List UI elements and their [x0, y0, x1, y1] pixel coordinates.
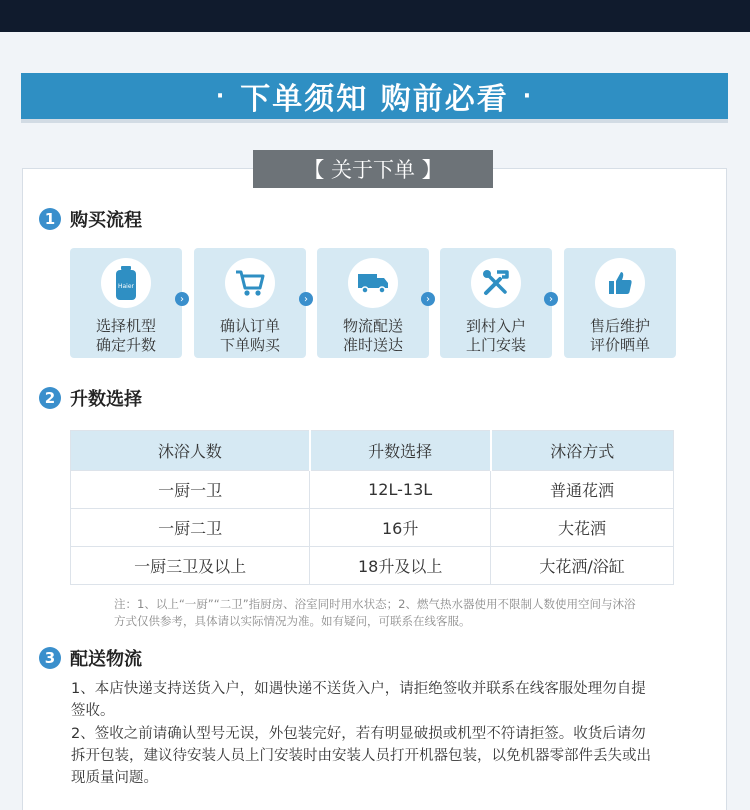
table-header-row [71, 431, 674, 471]
step-delivery [317, 248, 429, 358]
banner-dot-left: · [215, 83, 227, 109]
table-cell: 12L-13L [310, 471, 491, 509]
table-cell: 大花洒 [491, 509, 674, 547]
section-head-capacity [39, 385, 142, 411]
table-cell: 一厨三卫及以上 [71, 547, 310, 585]
table-row [71, 471, 674, 509]
delivery-paragraph-1: 1、本店快递支持送货入户，如遇快递不送货入户，请拒绝签收并联系在线客服处理勿自提签收。 [71, 681, 646, 719]
section-title: 升数选择 [70, 389, 142, 410]
capacity-note: 注：1、以上“一厨”“二卫”指厨房、浴室同时用水状态；2、燃气热水器使用不限制人数使用空间与沐浴方式仅供参考，具体请以实际情况为准。如有疑问，可联系在线客服。 [114, 597, 636, 628]
truck-icon [348, 258, 398, 308]
step-label: 售后维护 评价晒单 [589, 317, 650, 354]
table-cell: 一厨二卫 [71, 509, 310, 547]
section-number: 3 [39, 647, 61, 669]
section-tag: 【 关于下单 】 [253, 150, 493, 188]
top-dark-bar [0, 0, 750, 32]
table-row [71, 509, 674, 547]
haier-logo-text: Haier [117, 283, 135, 290]
section-title: 配送物流 [70, 649, 142, 670]
column-header: 升数选择 [310, 431, 491, 471]
section-number: 2 [39, 387, 61, 409]
chevron-right-icon: › [421, 292, 435, 306]
table-cell: 普通花洒 [491, 471, 674, 509]
capacity-table [70, 430, 674, 585]
section-head-purchase [39, 206, 142, 232]
step-label: 物流配送 准时送达 [342, 317, 403, 354]
delivery-paragraph-2: 2、签收之前请确认型号无误，外包装完好，若有明显破损或机型不符请拒签。收货后请勿拆开包装，建议待安装人员上门安装时由安装人员打开机器包装，以免机器零部件丢失或出现质量问题。 [71, 726, 651, 786]
step-installation [440, 248, 552, 358]
page-banner [21, 73, 728, 119]
chevron-right-icon: › [175, 292, 189, 306]
step-after-sales [564, 248, 676, 358]
thumbs-up-icon [595, 258, 645, 308]
step-label: 确认订单 下单购买 [219, 317, 280, 354]
cart-icon [225, 258, 275, 308]
step-label: 选择机型 确定升数 [95, 317, 156, 354]
table-cell: 16升 [310, 509, 491, 547]
section-head-delivery [39, 645, 142, 671]
tools-icon [471, 258, 521, 308]
step-label: 到村入户 上门安装 [465, 317, 526, 354]
banner-dot-right: · [522, 83, 534, 109]
table-row [71, 547, 674, 585]
step-select-model [70, 248, 182, 358]
haier-bottle-icon [101, 258, 151, 308]
purchase-steps [70, 248, 676, 358]
chevron-right-icon: › [299, 292, 313, 306]
step-confirm-order [194, 248, 306, 358]
column-header: 沐浴人数 [71, 431, 310, 471]
table-cell: 18升及以上 [310, 547, 491, 585]
section-title: 购买流程 [70, 210, 142, 231]
chevron-right-icon: › [544, 292, 558, 306]
table-cell: 大花洒/浴缸 [491, 547, 674, 585]
banner-title: 下单须知 购前必看 [240, 82, 509, 117]
table-cell: 一厨一卫 [71, 471, 310, 509]
section-number: 1 [39, 208, 61, 230]
column-header: 沐浴方式 [491, 431, 674, 471]
